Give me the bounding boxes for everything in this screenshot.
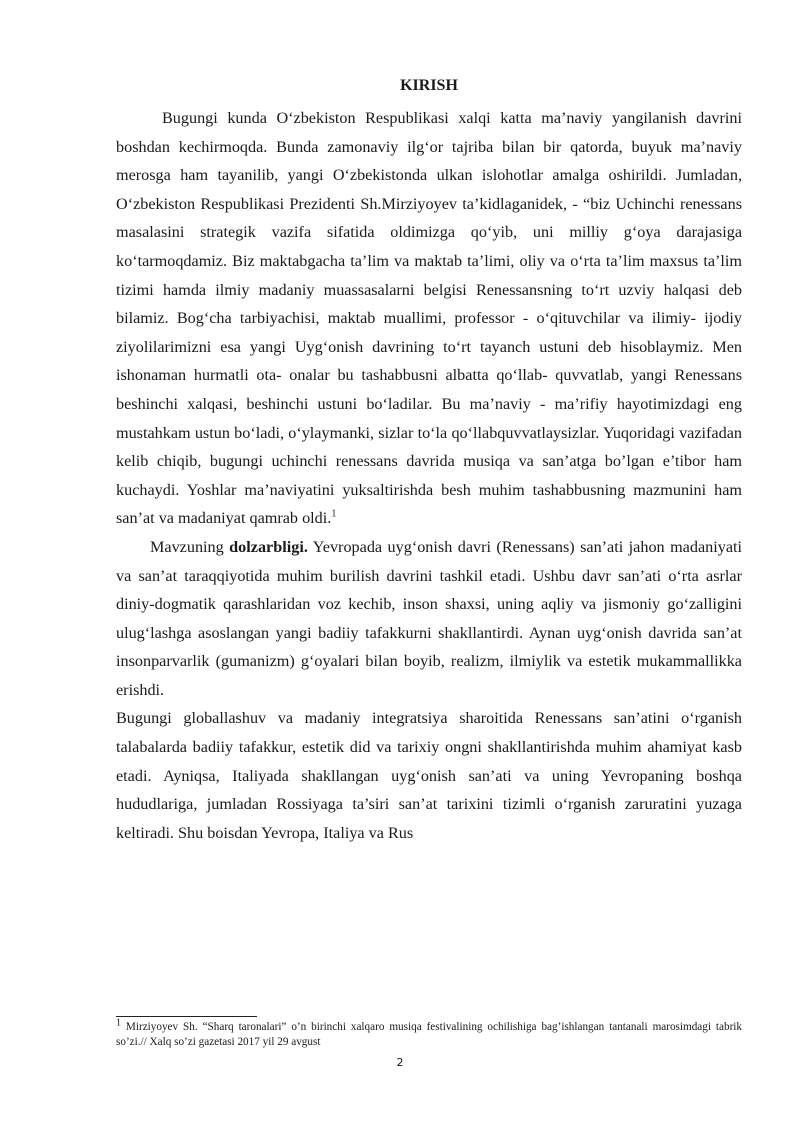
footnote-text: Mirziyoyev Sh. “Sharq taronalari” o’n birinchi xalqaro musiqa festivalining ochilishiga bag’ishlangan tantanali marosimdagi tabrik so’zi.// Xalq so’zi gazetasi 2017 yil 29 avgust (116, 1021, 742, 1048)
intro-paragraph (116, 104, 742, 533)
globalization-paragraph: Bugungi globallashuv va madaniy integratsiya sharoitida Renessans san’atini o‘rganish talabalarda badiiy tafakkur, estetik did va tarixiy ongni shakllantirishda muhim ahamiyat kasb etadi. Ayniqsa, Italiyada shakllangan uyg‘onish san’ati va uning Yevropaning boshqa hududlariga, jumladan Rossiyaga ta’siri san’at tarixini tizimli o‘rganish zaruratini yuzaga keltiradi. Shu boisdan Yevropa, Italiya va Rus (116, 709, 742, 842)
relevance-lead: Mavzuning (150, 537, 230, 556)
document-page (116, 76, 742, 847)
footnote-reference: 1 (331, 508, 337, 520)
relevance-keyword: dolzarbligi. (229, 537, 308, 556)
relevance-text: Yevropada uyg‘onish davri (Renessans) san’ati jahon madaniyati va san’at taraqqiyotida muhim burilish davrini tashkil etadi. Ushbu davr san’ati o‘rta asrlar diniy-dogmatik qarashlaridan voz kechib, inson shaxsi, uning aqliy va jismoniy go‘zalligini ulug‘lashga asoslangan yangi badiiy tafakkurni shakllantirdi. Aynan uyg‘onish davrida san’at insonparvarlik (gumanizm) g‘oyalari bilan boyib, realizm, ilmiylik va estetik mukammallikka erishdi. (116, 537, 742, 699)
intro-paragraph-text: Bugungi kunda O‘zbekiston Respublikasi xalqi katta ma’naviy yangilanish davrini boshdan kechirmoqda. Bunda zamonaviy ilg‘or tajriba bilan bir qatorda, buyuk ma’naviy merosga ham tayanilib, yangi O‘zbekistonda ulkan islohotlar amalga oshirildi. Jumladan, O‘zbekiston Respublikasi Prezidenti Sh.Mirziyoyev ta’kidlaganidek, - “biz Uchinchi renessans masalasini strategik vazifa sifatida oldimizga qo‘yib, uni milliy g‘oya darajasiga ko‘tarmoqdamiz. Biz maktabgacha ta’lim va maktab ta’limi, oliy va o‘rta ta’lim maxsus ta’lim tizimi hamda ilmiy madaniy muassasalarni belgisi Renessansning to‘rt uzviy halqasi deb bilamiz. Bog‘cha tarbiyachisi, maktab muallimi, professor - o‘qituvchilar va ilimiy- ijodiy ziyolilarimizni esa yangi Uyg‘onish davrining to‘rt tayanch ustuni deb hisoblaymiz. Men ishonaman hurmatli ota- onalar bu tashabbusni albatta qo‘llab- quvvatlab, yangi Renessans beshinchi xalqasi, beshinchi ustuni bo‘ladilar. Bu ma’naviy - ma’rifiy hayotimizdagi eng mustahkam ustun bo‘ladi, o‘ylaymanki, sizlar to‘la qo‘llabquvvatlaysizlar. Yuqoridagi vazifadan kelib chiqib, bugungi uchinchi renessans davrida musiqa va san’atga bo’lgan e’tibor ham kuchaydi. Yoshlar ma’naviyatini yuksaltirishda besh muhim tashabbusning mazmunini ham san’at va madaniyat qamrab oldi. (116, 109, 742, 528)
section-title: KIRISH (400, 77, 458, 94)
page-number: 2 (396, 1056, 404, 1069)
footnote-separator (116, 1016, 257, 1017)
footnote (116, 1017, 742, 1050)
footnote-marker: 1 (116, 1017, 121, 1029)
relevance-paragraph (116, 533, 742, 705)
